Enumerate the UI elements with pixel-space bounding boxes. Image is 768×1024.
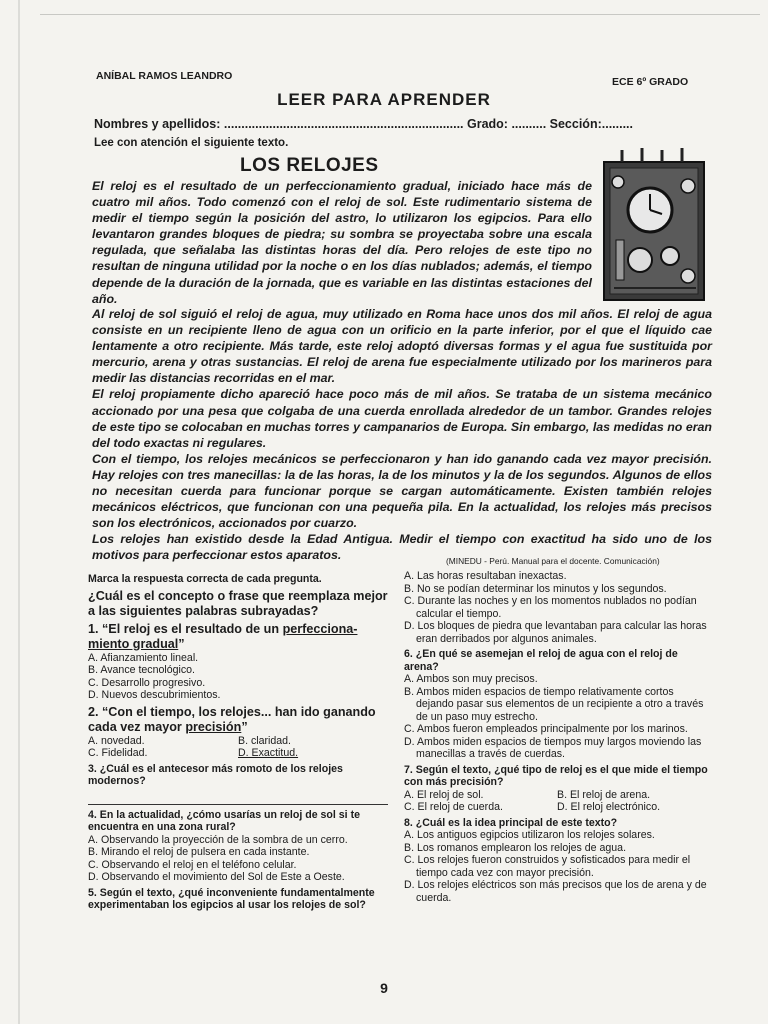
q5-option-a[interactable]: A. Las horas resultaban inexactas. bbox=[404, 570, 567, 582]
q7-option-a[interactable]: A. El reloj de sol. bbox=[404, 788, 484, 801]
question-8: 8. ¿Cuál es la idea principal de este texto? bbox=[404, 816, 618, 829]
q6-option-a[interactable]: A. Ambos son muy precisos. bbox=[404, 673, 538, 685]
q8-option-b[interactable]: B. Los romanos emplearon los relojes de agua. bbox=[404, 841, 627, 854]
q2-options-row2 bbox=[88, 747, 388, 760]
reading-title: LOS RELOJES bbox=[240, 155, 379, 176]
questions-right-column bbox=[404, 570, 710, 904]
q8-option-a[interactable]: A. Los antiguos egipcios utilizaron los relojes solares. bbox=[404, 829, 655, 841]
reading-paragraph-1: El reloj es el resultado de un perfeccionamiento gradual, iniciado hace más de cuatro mil años. Todo comenzó con el reloj de sol. Este rudimentario sistema de medir el tiempo según la posición del astro, lo utilizaron los egipcios. Para ello levantaron grandes bloques de piedra; su sombra se proyectaba sobre una escala regulada, que señalaba las distintas horas del día. Pero relojes de este tipo no resultan de ninguna utilidad por la noche o en los días nublados; además, el tiempo depende de la duración de la jornada, que es variable en las distintas estaciones del año. bbox=[92, 179, 592, 306]
q7-option-c[interactable]: C. El reloj de cuerda. bbox=[404, 801, 503, 813]
reading-paragraphs-2-5 bbox=[92, 306, 712, 564]
q6-option-c[interactable]: C. Ambos fueron empleados principalmente por los marinos. bbox=[404, 723, 688, 735]
q7-options-row2 bbox=[404, 801, 710, 814]
left-binding-edge bbox=[18, 0, 20, 1024]
author-name: ANÍBAL RAMOS LEANDRO bbox=[96, 70, 233, 82]
q2-option-a[interactable]: A. novedad. bbox=[88, 734, 145, 747]
q4-option-c[interactable]: C. Observando el reloj en el teléfono celular. bbox=[88, 858, 297, 871]
q7-options bbox=[404, 789, 710, 802]
q5-option-c[interactable]: C. Durante las noches y en los momentos nublados no podían calcular el tiempo. bbox=[404, 595, 697, 620]
reading-paragraph-5: Los relojes han existido desde la Edad Antigua. Medir el tiempo con exactitud ha sido uno de los motivos para perfeccionar estos aparatos. bbox=[92, 532, 712, 563]
q6-option-b[interactable]: B. Ambos miden espacios de tiempo relativamente cortos dejando pasar sus elementos de un recipiente a otro a través de un paso muy estrecho. bbox=[404, 685, 704, 723]
q7-option-b[interactable]: B. El reloj de arena. bbox=[557, 788, 651, 801]
top-border bbox=[40, 14, 760, 15]
grade-label: ECE 6º GRADO bbox=[612, 76, 689, 88]
questions-left-column bbox=[88, 570, 388, 912]
question-7: 7. Según el texto, ¿qué tipo de reloj es el que mide el tiempo con más precisión? bbox=[404, 763, 708, 788]
q4-option-b[interactable]: B. Mirando el reloj de pulsera en cada instante. bbox=[88, 846, 310, 858]
q1-option-d[interactable]: D. Nuevos descubrimientos. bbox=[88, 689, 221, 701]
answer-instruction: Marca la respuesta correcta de cada pregunta. bbox=[88, 573, 322, 585]
source-citation: (MINEDU - Perú. Manual para el docente. Comunicación) bbox=[446, 556, 660, 566]
q8-option-c[interactable]: C. Los relojes fueron construidos y sofisticados para medir el tiempo cada vez con mayor precisión. bbox=[404, 854, 691, 879]
reading-paragraph-4: Con el tiempo, los relojes mecánicos se perfeccionaron y han ido ganando cada vez mayor precisión. Hay relojes con tres manecillas: la de las horas, la de los minutos y la de los segundos. Algunos de ellos no necesitan cuerda para funcionar porque se cargan automáticamente. Existen también relojes mecánicos eléctricos, que funcionan con una pequeña pila. En la actualidad, los relojes más precisos son los electrónicos, accionados por cuarzo. bbox=[92, 451, 712, 531]
q4-option-a[interactable]: A. Observando la proyección de la sombra de un cerro. bbox=[88, 833, 348, 846]
q4-option-d[interactable]: D. Observando el movimiento del Sol de Este a Oeste. bbox=[88, 871, 345, 883]
q2-option-c[interactable]: C. Fidelidad. bbox=[88, 747, 148, 759]
antique-clock-illustration bbox=[600, 148, 712, 306]
q5-option-d[interactable]: D. Los bloques de piedra que levantaban para calcular las horas eran derribados por algunos animales. bbox=[404, 620, 707, 645]
student-name-line: Nombres y apellidos: ..................................................................... Grado: .......... Sección:......... bbox=[94, 117, 634, 131]
q6-option-d[interactable]: D. Ambos miden espacios de tiempos muy largos moviendo las manecillas a través de cuerdas. bbox=[404, 735, 702, 760]
reading-instruction: Lee con atención el siguiente texto. bbox=[94, 137, 289, 149]
question-6: 6. ¿En qué se asemejan el reloj de agua con el reloj de arena? bbox=[404, 648, 678, 673]
reading-paragraph-2: Al reloj de sol siguió el reloj de agua, muy utilizado en Roma hace unos dos mil años. El reloj de agua consiste en un recipiente lleno de agua con un orificio en la parte inferior, por el que el líquido cae lentamente a otro recipiente. Más tarde, este reloj adoptó diversas formas y el agua fue sustituida por mercurio, arena y otras sustancias. El reloj de arena fue especialmente utilizado por los marineros para medir las distancias recorridas en el mar. bbox=[92, 307, 712, 386]
question-2: 2. “Con el tiempo, los relojes... han ido ganando cada vez mayor precisión” bbox=[88, 704, 376, 734]
q3-answer-line[interactable] bbox=[88, 790, 388, 805]
q7-option-d[interactable]: D. El reloj electrónico. bbox=[557, 801, 661, 813]
q1-option-a[interactable]: A. Afianzamiento lineal. bbox=[88, 651, 199, 664]
q1-option-b[interactable]: B. Avance tecnológico. bbox=[88, 664, 195, 676]
reading-paragraph-3: El reloj propiamente dicho apareció hace poco más de mil años. Se trataba de un sistema mecánico accionado por una pesa que colgaba de una cuerda enrollada alrededor de un tambor. Grandes relojes de este tipo se colocaban en muchas torres y campanarios de Europa. Sin embargo, las medidas no eran del todo exactas ni regulares. bbox=[92, 387, 712, 450]
q2-option-b[interactable]: B. claridad. bbox=[238, 734, 291, 747]
q8-option-d[interactable]: D. Los relojes eléctricos son más precisos que los de arena y de cuerda. bbox=[404, 879, 707, 904]
q2-option-d[interactable]: D. Exactitud. bbox=[238, 747, 299, 759]
page-title: LEER PARA APRENDER bbox=[277, 90, 491, 109]
question-1: 1. “El reloj es el resultado de un perfecciona-miento gradual” bbox=[88, 621, 358, 651]
vocabulary-intro: ¿Cuál es el concepto o frase que reemplaza mejor a las siguientes palabras subrayadas? bbox=[88, 588, 388, 618]
page-number: 9 bbox=[380, 980, 388, 996]
question-4: 4. En la actualidad, ¿cómo usarías un reloj de sol si te encuentra en una zona rural? bbox=[88, 808, 360, 833]
question-3: 3. ¿Cuál es el antecesor más romoto de los relojes modernos? bbox=[88, 762, 343, 787]
q5-option-b[interactable]: B. No se podían determinar los minutos y los segundos. bbox=[404, 582, 667, 595]
q1-option-c[interactable]: C. Desarrollo progresivo. bbox=[88, 676, 206, 689]
question-5: 5. Según el texto, ¿qué inconveniente fundamentalmente experimentaban los egipcios al usar los relojes de sol? bbox=[88, 886, 375, 911]
q2-options bbox=[88, 735, 388, 748]
